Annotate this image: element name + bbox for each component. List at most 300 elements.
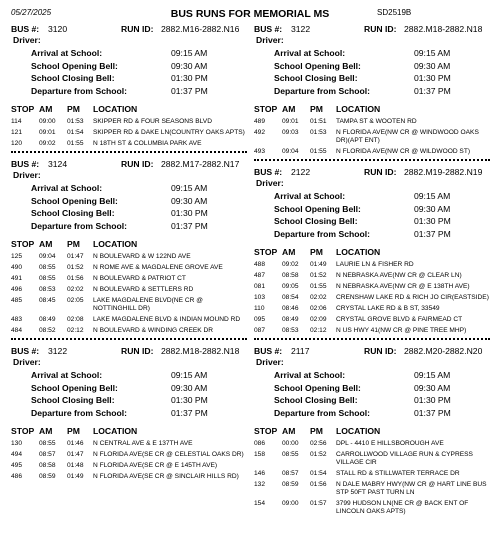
stop-location: N BOULEVARD & W 122ND AVE	[93, 253, 191, 260]
bus-number-label: BUS #:	[254, 24, 283, 34]
stop-row	[254, 316, 490, 324]
stop-row	[11, 440, 247, 448]
pm-column-header: PM	[67, 104, 80, 114]
arrival-time: 09:15 AM	[171, 370, 208, 380]
stop-row	[254, 294, 490, 302]
opening-bell-time-label: School Opening Bell:	[274, 382, 361, 393]
am-time: 09:05	[282, 283, 299, 290]
am-column-header: AM	[282, 104, 296, 114]
stop-number: 490	[11, 264, 23, 271]
stop-location: CRYSTAL GROVE BLVD & FAIRMEAD CT	[336, 316, 463, 323]
am-column-header: AM	[282, 247, 296, 257]
arrival-time: 09:15 AM	[171, 183, 208, 193]
stop-row	[11, 462, 247, 470]
schedule-times	[254, 48, 490, 98]
stop-location: LAKE MAGDALENE BLVD & INDIAN MOUND RD	[93, 316, 241, 323]
pm-time: 02:09	[310, 316, 327, 323]
stop-column-header: STOP	[11, 426, 35, 436]
pm-time: 02:56	[310, 440, 327, 447]
am-time: 08:53	[282, 327, 299, 334]
stop-location: N ROME AVE & MAGDALENE GROVE AVE	[93, 264, 223, 271]
stop-row	[254, 272, 490, 280]
departure-time-label: Departure from School:	[31, 407, 127, 418]
closing-bell-time-label: School Closing Bell:	[31, 395, 115, 405]
run-id: 2882.M18-2882.N18	[404, 24, 483, 34]
departure-time: 01:37 PM	[414, 407, 451, 418]
stop-number: 146	[254, 470, 266, 477]
stop-number: 130	[11, 440, 23, 447]
pm-time: 01:52	[310, 451, 327, 458]
driver-label: Driver:	[13, 170, 41, 180]
stop-row	[11, 473, 247, 481]
arrival-time-row	[31, 183, 247, 196]
pm-time: 02:08	[67, 316, 84, 323]
stop-number: 492	[254, 129, 266, 136]
stop-row	[254, 451, 490, 467]
stop-row	[254, 261, 490, 269]
am-time: 09:04	[39, 253, 56, 260]
arrival-time: 09:15 AM	[414, 370, 451, 380]
arrival-time-label: Arrival at School:	[274, 191, 346, 201]
am-column-header: AM	[39, 104, 53, 114]
bus-run-block	[11, 346, 247, 481]
stop-row	[254, 500, 490, 516]
closing-bell-time: 01:30 PM	[171, 395, 208, 405]
arrival-time-row	[31, 370, 247, 383]
driver-label: Driver:	[256, 178, 284, 188]
location-column-header: LOCATION	[93, 426, 138, 436]
opening-bell-time: 09:30 AM	[414, 382, 451, 393]
location-column-header: LOCATION	[93, 239, 138, 249]
am-column-header: AM	[39, 239, 53, 249]
departure-time-row	[274, 86, 490, 99]
pm-time: 01:47	[67, 253, 84, 260]
stop-row	[11, 316, 247, 324]
pm-column-header: PM	[310, 247, 323, 257]
stop-location: SKIPPER RD & FOUR SEASONS BLVD	[93, 118, 212, 125]
closing-bell-time-label: School Closing Bell:	[274, 216, 358, 226]
stop-number: 158	[254, 451, 266, 458]
am-time: 08:59	[282, 481, 299, 488]
bus-run-header	[254, 24, 490, 35]
departure-time-row	[31, 408, 247, 421]
stop-location: N 18TH ST & COLUMBIA PARK AVE	[93, 140, 202, 147]
stop-location: TAMPA ST & WOOTEN RD	[336, 118, 417, 125]
arrival-time-row	[274, 48, 490, 61]
bus-number: 3124	[48, 159, 68, 169]
pm-time: 02:05	[67, 297, 84, 304]
am-time: 09:02	[39, 140, 56, 147]
pm-time: 01:51	[310, 118, 327, 125]
stops-table-header	[11, 104, 247, 115]
stop-column-header: STOP	[254, 247, 278, 257]
driver-label: Driver:	[256, 357, 284, 367]
am-time: 08:52	[39, 327, 56, 334]
am-time: 08:46	[282, 305, 299, 312]
bus-run-block	[11, 24, 247, 153]
stop-row	[11, 264, 247, 272]
closing-bell-time-row	[31, 73, 247, 86]
stop-number: 121	[11, 129, 23, 136]
departure-time: 01:37 PM	[171, 220, 208, 231]
location-column-header: LOCATION	[336, 426, 381, 436]
departure-time-label: Departure from School:	[31, 85, 127, 96]
pm-time: 01:57	[310, 500, 327, 507]
opening-bell-time-label: School Opening Bell:	[31, 195, 118, 206]
stops-table-header	[11, 426, 247, 437]
am-time: 09:00	[282, 500, 299, 507]
opening-bell-time: 09:30 AM	[414, 60, 451, 71]
pm-time: 01:48	[67, 462, 84, 469]
bus-number-label: BUS #:	[11, 24, 40, 34]
am-time: 09:03	[282, 129, 299, 136]
stop-location: SKIPPER RD & DAKE LN(COUNTRY OAKS APTS)	[93, 129, 245, 136]
departure-time: 01:37 PM	[171, 407, 208, 418]
stop-location: LAURIE LN & FISHER RD	[336, 261, 414, 268]
right-column	[254, 24, 490, 522]
run-id: 2882.M19-2882.N19	[404, 167, 483, 177]
am-time: 09:04	[282, 148, 299, 155]
stop-number: 496	[11, 286, 23, 293]
run-id-label: RUN ID:	[364, 167, 397, 177]
departure-time-row	[274, 408, 490, 421]
stop-row	[254, 327, 490, 335]
opening-bell-time-row	[31, 61, 247, 74]
am-time: 08:45	[39, 297, 56, 304]
closing-bell-time-row	[274, 395, 490, 408]
stop-number: 125	[11, 253, 23, 260]
opening-bell-time-label: School Opening Bell:	[31, 60, 118, 71]
block-separator	[11, 151, 247, 153]
opening-bell-time: 09:30 AM	[171, 382, 208, 393]
stop-row	[11, 451, 247, 459]
am-column-header: AM	[282, 426, 296, 436]
arrival-time: 09:15 AM	[414, 48, 451, 58]
departure-time-label: Departure from School:	[274, 85, 370, 96]
arrival-time-row	[274, 370, 490, 383]
closing-bell-time: 01:30 PM	[414, 216, 451, 226]
bus-number-label: BUS #:	[254, 167, 283, 177]
stop-row	[11, 327, 247, 335]
am-time: 08:49	[282, 316, 299, 323]
stop-location: N BOULEVARD & PATRIOT CT	[93, 275, 186, 282]
bus-run-block	[11, 159, 247, 340]
stop-number: 114	[11, 118, 22, 125]
schedule-times	[11, 183, 247, 233]
stop-location: LAKE MAGDALENE BLVD(NE CR @ NOTTINGHILL DR)	[93, 297, 203, 312]
pm-time: 02:02	[67, 286, 84, 293]
bus-run-header	[11, 159, 247, 170]
schedule-times	[11, 370, 247, 420]
stop-location: N US HWY 41(NW CR @ PINE TREE MHP)	[336, 327, 467, 334]
pm-time: 01:53	[67, 118, 84, 125]
am-time: 08:58	[282, 272, 299, 279]
bus-number-label: BUS #:	[254, 346, 283, 356]
bus-number: 2117	[291, 346, 310, 356]
pm-time: 02:06	[310, 305, 327, 312]
left-column	[11, 24, 247, 487]
schedule-times	[11, 48, 247, 98]
stop-row	[254, 481, 490, 497]
opening-bell-time-row	[31, 196, 247, 209]
stop-location: N FLORIDA AVE(SE CR @ E 145TH AVE)	[93, 462, 218, 469]
stop-number: 494	[11, 451, 23, 458]
stop-number: 103	[254, 294, 266, 301]
stop-number: 483	[11, 316, 23, 323]
pm-time: 01:49	[310, 261, 327, 268]
opening-bell-time-label: School Opening Bell:	[274, 203, 361, 214]
block-separator	[254, 338, 490, 340]
stop-number: 485	[11, 297, 23, 304]
am-time: 08:49	[39, 316, 56, 323]
arrival-time: 09:15 AM	[414, 191, 451, 201]
arrival-time-row	[31, 48, 247, 61]
arrival-time-row	[274, 191, 490, 204]
location-column-header: LOCATION	[93, 104, 138, 114]
bus-number: 3122	[48, 346, 68, 356]
stop-row	[11, 140, 247, 148]
bus-number-label: BUS #:	[11, 159, 40, 169]
opening-bell-time-row	[274, 61, 490, 74]
am-time: 08:55	[39, 264, 56, 271]
opening-bell-time-label: School Opening Bell:	[274, 60, 361, 71]
pm-time: 01:47	[67, 451, 84, 458]
departure-time-row	[274, 229, 490, 242]
pm-time: 01:54	[310, 470, 327, 477]
stop-location: N FLORIDA AVE(NW CR @ WINDWOOD OAKS DR)(APT ENT)	[336, 129, 479, 144]
stops-table-header	[11, 239, 247, 250]
closing-bell-time: 01:30 PM	[414, 395, 451, 405]
stop-number: 086	[254, 440, 266, 447]
closing-bell-time-row	[274, 73, 490, 86]
schedule-times	[254, 191, 490, 241]
am-time: 09:00	[39, 118, 56, 125]
am-time: 08:55	[282, 451, 299, 458]
closing-bell-time-label: School Closing Bell:	[274, 395, 358, 405]
stop-row	[11, 297, 247, 313]
pm-time: 01:56	[67, 275, 84, 282]
stop-number: 493	[254, 148, 266, 155]
opening-bell-time-row	[31, 383, 247, 396]
bus-run-header	[254, 346, 490, 357]
location-column-header: LOCATION	[336, 247, 381, 257]
stop-location: 3799 HUDSON LN(NE CR @ BACK ENT OF LINCOLN OAKS APTS)	[336, 500, 469, 515]
stop-row	[254, 470, 490, 478]
closing-bell-time-row	[274, 216, 490, 229]
pm-time: 01:52	[67, 264, 84, 271]
am-time: 08:57	[39, 451, 56, 458]
stop-row	[11, 253, 247, 261]
stop-row	[254, 440, 490, 448]
stop-location: N FLORIDA AVE(SE CR @ SINCLAIR HILLS RD)	[93, 473, 239, 480]
am-column-header: AM	[39, 426, 53, 436]
opening-bell-time-label: School Opening Bell:	[31, 382, 118, 393]
stop-row	[254, 129, 490, 145]
page-header	[0, 8, 500, 22]
closing-bell-time-label: School Closing Bell:	[31, 208, 115, 218]
am-time: 09:01	[39, 129, 56, 136]
stop-column-header: STOP	[11, 104, 35, 114]
pm-column-header: PM	[67, 426, 80, 436]
stop-number: 120	[11, 140, 23, 147]
stop-row	[254, 305, 490, 313]
opening-bell-time: 09:30 AM	[171, 195, 208, 206]
stop-number: 132	[254, 481, 266, 488]
am-time: 08:57	[282, 470, 299, 477]
stop-number: 486	[11, 473, 23, 480]
stop-location: N DALE MABRY HWY(NW CR @ HART LINE BUS STP 50FT PAST TURN LN	[336, 481, 487, 496]
closing-bell-time-label: School Closing Bell:	[31, 73, 115, 83]
arrival-time-label: Arrival at School:	[274, 48, 346, 58]
bus-number: 3120	[48, 24, 68, 34]
page-title: BUS RUNS FOR MEMORIAL MS	[170, 8, 330, 20]
stop-location: N FLORIDA AVE(NW CR @ WILDWOOD ST)	[336, 148, 471, 155]
am-time: 08:55	[39, 275, 56, 282]
stops-table-header	[254, 426, 490, 437]
driver-label: Driver:	[13, 35, 41, 45]
pm-time: 01:55	[310, 283, 327, 290]
stop-location: CRENSHAW LAKE RD & RICH JO CIR(EASTSIDE)	[336, 294, 489, 301]
pm-time: 02:12	[67, 327, 84, 334]
pm-time: 01:54	[67, 129, 84, 136]
pm-time: 01:55	[67, 140, 84, 147]
opening-bell-time-row	[274, 204, 490, 217]
bus-run-block	[254, 346, 490, 516]
arrival-time: 09:15 AM	[171, 48, 208, 58]
bus-run-header	[11, 346, 247, 357]
stop-location: N FLORIDA AVE(SE CR @ CELESTIAL OAKS DR)	[93, 451, 244, 458]
bus-number: 3122	[291, 24, 311, 34]
am-time: 09:02	[282, 261, 299, 268]
stop-location: N CENTRAL AVE & E 137TH AVE	[93, 440, 193, 447]
pm-time: 02:02	[310, 294, 327, 301]
am-time: 08:54	[282, 294, 299, 301]
opening-bell-time: 09:30 AM	[171, 60, 208, 71]
pm-time: 01:56	[310, 481, 327, 488]
pm-column-header: PM	[67, 239, 80, 249]
driver-label: Driver:	[13, 357, 41, 367]
closing-bell-time: 01:30 PM	[171, 208, 208, 218]
stop-column-header: STOP	[254, 426, 278, 436]
bus-run-header	[11, 24, 247, 35]
stop-location: N NEBRASKA AVE(NW CR @ CLEAR LN)	[336, 272, 462, 279]
pm-time: 01:53	[310, 129, 327, 136]
stop-number: 484	[11, 327, 23, 334]
arrival-time-label: Arrival at School:	[274, 370, 346, 380]
stop-number: 110	[254, 305, 265, 312]
stop-number: 488	[254, 261, 266, 268]
bus-number-label: BUS #:	[11, 346, 40, 356]
stop-number: 154	[254, 500, 266, 507]
am-time: 08:55	[39, 440, 56, 447]
stop-row	[11, 129, 247, 137]
pm-time: 01:46	[67, 440, 84, 447]
bus-run-header	[254, 167, 490, 178]
am-time: 08:53	[39, 286, 56, 293]
pm-time: 01:52	[310, 272, 327, 279]
departure-time: 01:37 PM	[414, 85, 451, 96]
stop-column-header: STOP	[254, 104, 278, 114]
stop-number: 095	[254, 316, 266, 323]
location-column-header: LOCATION	[336, 104, 381, 114]
stop-location: STALL RD & STILLWATER TERRACE DR	[336, 470, 460, 477]
closing-bell-time-label: School Closing Bell:	[274, 73, 358, 83]
bus-number: 2122	[291, 167, 311, 177]
stop-column-header: STOP	[11, 239, 35, 249]
bus-run-block	[254, 24, 490, 161]
stop-location: CRYSTAL LAKE RD & B ST, 33549	[336, 305, 440, 312]
pm-time: 02:12	[310, 327, 327, 334]
opening-bell-time-row	[274, 383, 490, 396]
stop-number: 081	[254, 283, 266, 290]
arrival-time-label: Arrival at School:	[31, 370, 103, 380]
report-date: 05/27/2025	[11, 8, 52, 17]
am-time: 00:00	[282, 440, 299, 447]
departure-time: 01:37 PM	[171, 85, 208, 96]
stops-table-header	[254, 247, 490, 258]
departure-time-row	[31, 221, 247, 234]
stop-number: 087	[254, 327, 266, 334]
stop-number: 489	[254, 118, 266, 125]
stop-number: 487	[254, 272, 266, 279]
departure-time-label: Departure from School:	[31, 220, 127, 231]
report-code: SD2519B	[377, 8, 412, 17]
bus-run-block	[254, 167, 490, 340]
stop-row	[11, 118, 247, 126]
run-id: 2882.M20-2882.N20	[404, 346, 483, 356]
pm-column-header: PM	[310, 104, 323, 114]
run-id: 2882.M18-2882.N18	[161, 346, 240, 356]
run-id-label: RUN ID:	[364, 24, 397, 34]
schedule-times	[254, 370, 490, 420]
stop-number: 495	[11, 462, 23, 469]
closing-bell-time: 01:30 PM	[171, 73, 208, 83]
stop-number: 491	[11, 275, 23, 282]
stop-row	[254, 148, 490, 156]
stop-row	[11, 286, 247, 294]
closing-bell-time: 01:30 PM	[414, 73, 451, 83]
pm-column-header: PM	[310, 426, 323, 436]
stop-location: CARROLLWOOD VILLAGE RUN & CYPRESS VILLAGE CIR	[336, 451, 473, 466]
stop-location: N NEBRASKA AVE(NW CR @ E 138TH AVE)	[336, 283, 470, 290]
run-id-label: RUN ID:	[364, 346, 397, 356]
block-separator	[254, 159, 490, 161]
arrival-time-label: Arrival at School:	[31, 48, 103, 58]
driver-label: Driver:	[256, 35, 284, 45]
stop-row	[254, 283, 490, 291]
pm-time: 01:49	[67, 473, 84, 480]
departure-time: 01:37 PM	[414, 228, 451, 239]
pm-time: 01:55	[310, 148, 327, 155]
run-id-label: RUN ID:	[121, 346, 154, 356]
stop-location: N BOULEVARD & SETTLERS RD	[93, 286, 194, 293]
stop-row	[11, 275, 247, 283]
run-id-label: RUN ID:	[121, 159, 154, 169]
block-separator	[11, 338, 247, 340]
stop-location: N BOULEVARD & WINDING CREEK DR	[93, 327, 214, 334]
departure-time-label: Departure from School:	[274, 407, 370, 418]
am-time: 09:01	[282, 118, 299, 125]
closing-bell-time-row	[31, 395, 247, 408]
departure-time-row	[31, 86, 247, 99]
stops-table-header	[254, 104, 490, 115]
arrival-time-label: Arrival at School:	[31, 183, 103, 193]
am-time: 08:59	[39, 473, 56, 480]
closing-bell-time-row	[31, 208, 247, 221]
stop-location: DPL - 4410 E HILLSBOROUGH AVE	[336, 440, 444, 447]
run-id: 2882.M17-2882.N17	[161, 159, 240, 169]
stop-row	[254, 118, 490, 126]
